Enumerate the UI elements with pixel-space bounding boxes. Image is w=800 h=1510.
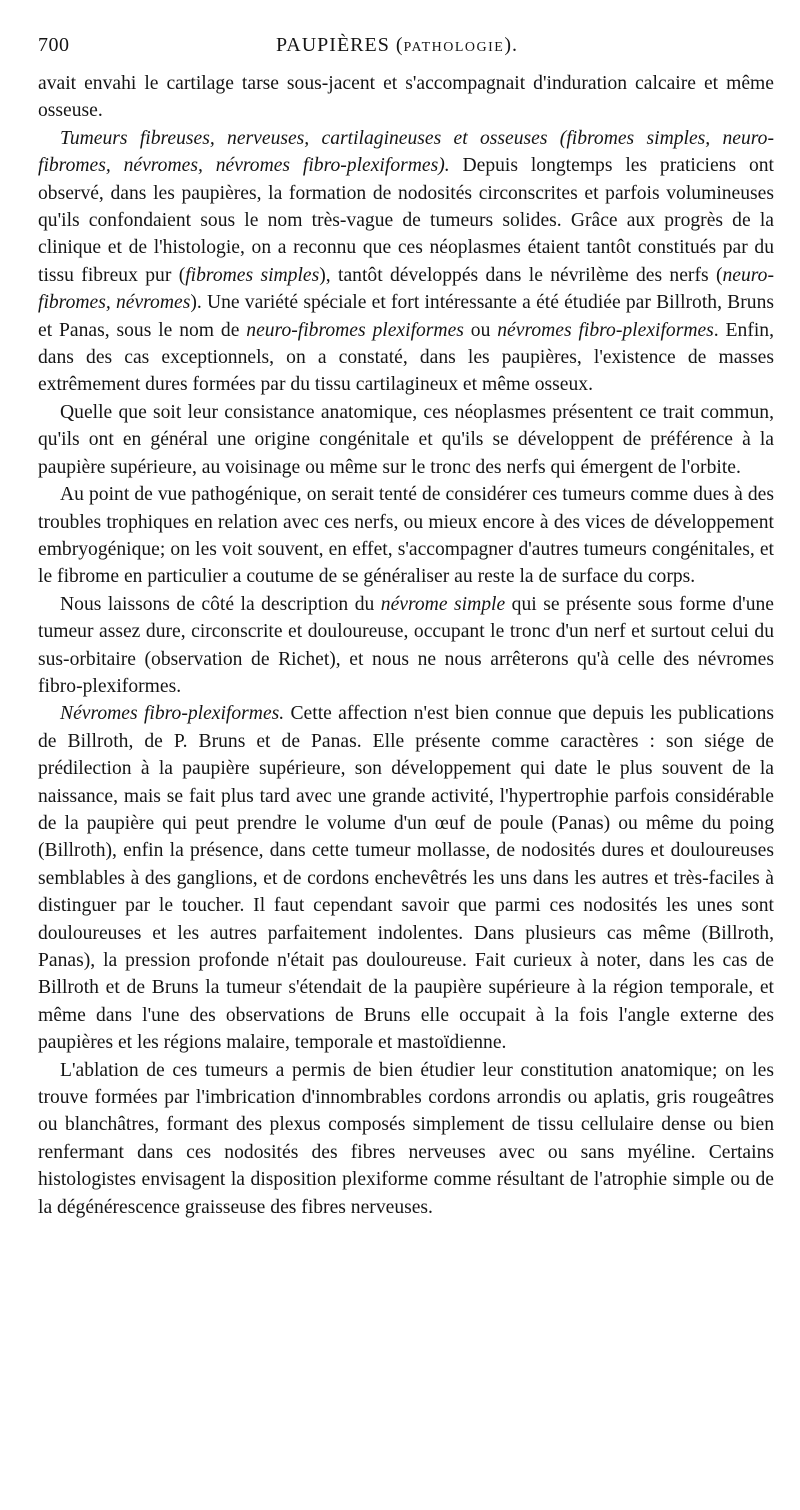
section-heading-tumeurs: Tumeurs fibreuses, nerveuses, cartilagineuses et osseuses (fibromes simples, neuro-fibromes, névromes, névromes fibro-plexiformes). — [38, 127, 774, 177]
paragraph-text: Nous laissons de côté la description du — [60, 593, 381, 615]
paragraph-italic: névrome simple — [380, 593, 506, 615]
paragraph-text: Cette affection n'est bien connue que depuis les publications de Billroth, de P. Bruns et de Panas. Elle présente comme caractères : son siége de prédilection à la paupière supérieure, son développement qui date le plus souvent de la naissance, mais se fait plus tard avec une grande activité, l'hypertrophie parfois considérable de la paupière qui peut prendre le volume d'un œuf de poule (Panas) ou même du poing (Billroth), enfin la présence, dans cette tumeur mollasse, de nodosités dures et douloureuses semblables à des ganglions, et de cordons enchevêtrés les uns dans les autres et très-faciles à distinguer par le toucher. Il faut cependant savoir que parmi ces nodosités les unes sont douloureuses et les autres parfaitement indolentes. Dans plusieurs cas même (Billroth, Panas), la pression profonde n'était pas douloureuse. Fait curieux à noter, dans les cas de Billroth et de Bruns la tumeur s'étendait de la paupière supérieure à la région temporale, et même dans l'une des observations de Bruns elle occupait à la fois l'angle externe des paupières et les régions malaire, temporale et mastoïdienne. — [38, 703, 774, 1054]
paragraph-text: Depuis longtemps les praticiens ont observé, dans les paupières, la formation de nodosités circonscrites et parfois volumineuses qu'ils confondaient sous le nom très-vague de tumeurs solides. Grâce aux progrès de la clinique et de l'histologie, on a reconnu que ces néoplasmes étaient tantôt constitués par du tissu fibreux pur ( — [38, 155, 774, 286]
paragraph-text: qui se présente sous forme d'une tumeur assez dure, circonscrite et douloureuse, occupant le tronc d'un nerf et surtout celui du sus-orbitaire (observation de Richet), et nous ne nous arrêterons qu'à celle des névromes fibro-plexiformes. — [38, 593, 774, 697]
running-title-end: ). — [504, 34, 519, 56]
paragraph-pathogenie: Au point de vue pathogénique, on serait tenté de considérer ces tumeurs comme dues à des troubles trophiques en relation avec ces nerfs, ou mieux encore à des vices de développement embryogénique; on les voit souvent, en effet, s'accompagner d'autres tumeurs congénitales, et le fibrome en particulier a coutume de se généraliser au reste la de surface du corps. — [38, 484, 774, 588]
paragraph-continued: avait envahi le cartilage tarse sous-jacent et s'accompagnait d'induration calcaire et même osseuse. — [38, 73, 774, 122]
paragraph-italic: neuro-fibromes plexiformes — [246, 319, 464, 341]
paragraph-tumeurs — [38, 125, 774, 399]
paragraph-italic: neuro-fibromes, névromes — [38, 264, 774, 314]
page-number: 700 — [38, 34, 70, 56]
paragraph-text: ). Une variété spéciale et fort intéressante a été étudiée par Billroth, Bruns et Panas, sous le nom de — [38, 292, 774, 341]
section-heading-nevromes: Névromes fibro-plexiformes. — [60, 703, 285, 725]
paragraph-text: . Enfin, dans des cas exceptionnels, on a constaté, dans les paupières, l'existence de masses extrêmement dures formées par du tissu cartilagineux et même osseux. — [38, 319, 774, 396]
running-head — [38, 34, 774, 66]
running-title-main: PAUPIÈRES ( — [276, 34, 404, 56]
paragraph-consistance: Quelle que soit leur consistance anatomique, ces néoplasmes présentent ce trait commun, qu'ils ont en général une origine congénitale et qu'ils se développent de préférence à la paupière supérieure, au voisinage ou même sur le tronc des nerfs qui émergent de l'orbite. — [38, 401, 774, 478]
paragraph-text: ou — [463, 319, 498, 341]
paragraph-ablation: L'ablation de ces tumeurs a permis de bien étudier leur constitution anatomique; on les trouve formées par l'imbrication d'innombrables cordons arrondis ou aplatis, gris rougeâtres ou blanchâtres, formant des plexus composés simplement de tissu cellulaire dense ou bien renfermant dans ces nodosités des fibres nerveuses avec ou sans myéline. Certains histologistes envisagent la disposition plexiforme comme résultant de l'atrophie simple ou de la dégénérescence graisseuse des fibres nerveuses. — [38, 1059, 774, 1218]
paragraph-italic: fibromes simples — [185, 264, 320, 286]
body-text — [38, 70, 774, 1221]
paragraph-nevrome-simple — [38, 591, 774, 701]
running-title — [276, 34, 518, 57]
paragraph-text: ), tantôt développés dans le névrilème des nerfs ( — [319, 264, 723, 286]
paragraph-nevromes-plexiformes — [38, 700, 774, 1056]
paragraph-italic: névromes fibro-plexiformes — [497, 319, 714, 341]
running-title-subtitle: PATHOLOGIE — [403, 40, 505, 55]
